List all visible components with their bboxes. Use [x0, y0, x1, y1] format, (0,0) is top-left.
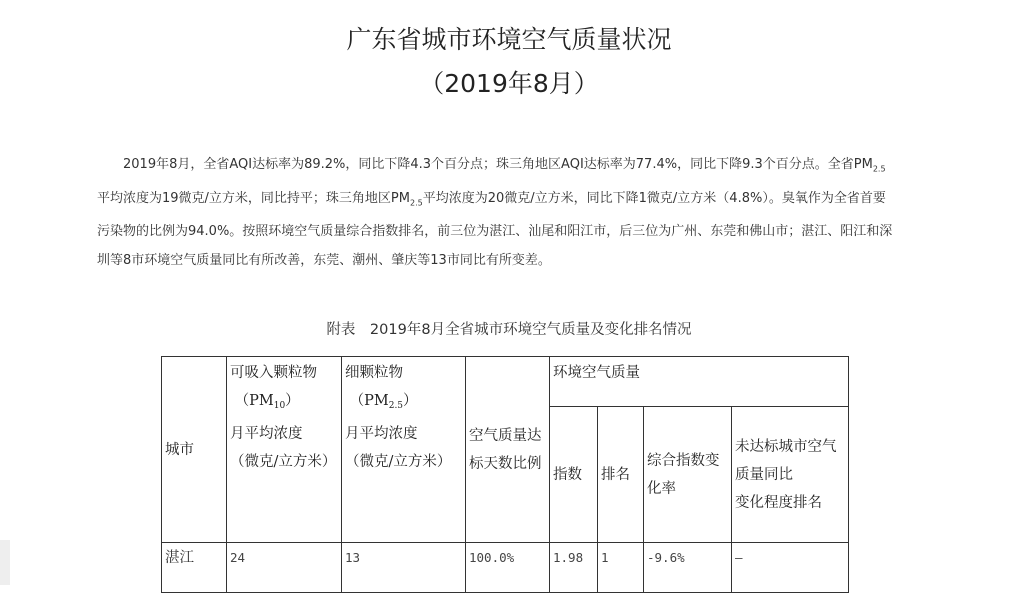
air-quality-table: [161, 356, 849, 593]
table-row: [162, 543, 849, 593]
header-nonstd-rank: 未达标城市空气质量同比 变化程度排名: [732, 407, 849, 543]
cell-rank: 1: [598, 543, 644, 593]
summary-text-1: 2019年8月，全省AQI达标率为89.2%，同比下降4.3个百分点；珠三角地区AQI达标率为77.4%，同比下降9.3个百分点。全省PM: [123, 157, 873, 172]
header-aqi-ratio: 空气质量达标天数比例: [466, 357, 550, 543]
summary-paragraph: [97, 150, 897, 275]
header-pm25: 细颗粒物 $(PM_{2.5})$ 月平均浓度 （微克/立方米）: [342, 357, 466, 543]
summary-text-2: 平均浓度为19微克/立方米，同比持平；珠三角地区PM: [97, 190, 410, 206]
page-title: 广东省城市环境空气质量状况: [346, 25, 672, 54]
summary-text-3: 平均浓度为20微克/立方米，同比下降1微克/立方米（4.8%）。臭氧作为全省首要污染物的比例为94.0%。按照环境空气质量综合指数排名，前三位为湛江、汕尾和阳江市，后三位为广州、东莞和佛山市；湛江、阳江和深圳等8市环境空气质量同比有所改善，东莞、潮州、肇庆等13市同比有所变差。: [97, 190, 893, 269]
summary-sub-2: 2.5: [409, 198, 423, 208]
header-index: 指数: [550, 407, 598, 543]
header-env-quality: 环境空气质量: [550, 357, 849, 407]
header-pm10: 可吸入颗粒物 $(PM_{10})$ 月平均浓度 （微克/立方米）: [227, 357, 342, 543]
header-city: 城市: [162, 357, 227, 543]
header-rank: 排名: [598, 407, 644, 543]
summary-sub-1: 2.5: [872, 164, 886, 174]
cell-city: 湛江: [162, 543, 227, 593]
cell-ratio: 100.0%: [466, 543, 550, 593]
edge-shadow: [0, 540, 10, 585]
table-caption: 附表 2019年8月全省城市环境空气质量及变化排名情况: [326, 322, 692, 338]
cell-nonstd: —: [732, 543, 849, 593]
cell-pm10: 24: [227, 543, 342, 593]
header-change-rate: 综合指数变化率: [644, 407, 732, 543]
cell-index: 1.98: [550, 543, 598, 593]
page-subtitle: （2019年8月）: [419, 69, 599, 98]
cell-change: -9.6%: [644, 543, 732, 593]
cell-pm25: 13: [342, 543, 466, 593]
